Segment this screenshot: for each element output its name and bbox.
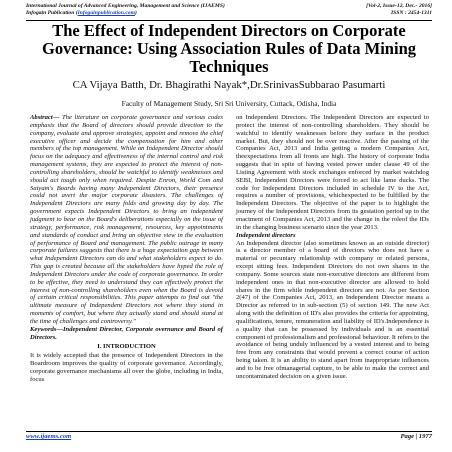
abstract-label: Abstract—: [30, 114, 60, 121]
journal-name: International Journal of Advanced Engineering, Management and Science (IJAEMS): [26, 3, 225, 9]
right-column: [236, 114, 429, 381]
publisher-close: ): [134, 10, 137, 16]
keywords: [30, 326, 223, 342]
journal-website-link[interactable]: www.ijaems.com: [26, 433, 72, 440]
paper-authors: CA Vijaya Batth, Dr. Bhagirathi Nayak*,Dr.SrinivasSubbarao Pasumarti: [72, 79, 386, 91]
page-number: Page | 1977: [400, 433, 432, 440]
abstract-text: The literature on corporate governance and various codes emphasis that the Board of directors should provide direction to the company, evaluate and approve strategies, appoint and remove the chief executive officer and decide the compensation for him and other members of the top management. While an Independent Director should focus on the adequacy and effectiveness of the internal control and risk management systems, they are expected to protect the interest of non-controlling shareholders, should be watchful to identify weaknesses and should act tough only when required. Despite Enron, World Com and Satyam's Boards having many Independent Directors, their presence could not avert the major corporate disasters. The challenges of Independent Directors are many folds and growing day by day. The government expects Independent Directors to bring an independent judgment to bear on the Board's deliberations especially on the issue of strategy, performance, risk management, resources, key appointments and standards of conduct and bring an objective view in the evaluation of performance of Board and management. The public outrage in many corporate failures suggests that there is a huge expectation gap between what Independent Directors can do and what stakeholders expect to do. This gap is created because all the stakeholders have hyped the role of Independent Directors under the code of corporate governance. In order to be effective, they need to understand they can effectively protect the interest of non-controlling shareholders even when the Board is devoid of certain critical responsibilities. This paper attempts to find out "the ultimate measure of Independent Directors not where they stand in moments of comfort, but where they actually stand and should stand at the time of challenges and controversy.": [30, 114, 223, 325]
publisher-name: Infogain Publication (: [26, 10, 78, 16]
intro-heading: I. INTRODUCTION: [97, 343, 156, 351]
issn: ISSN : 2454-1311: [390, 10, 432, 16]
publisher-info: [26, 10, 137, 17]
abstract: [30, 114, 223, 326]
footer-divider: [26, 431, 432, 432]
left-column: [30, 114, 223, 384]
paper-title: The Effect of Independent Directors on Corporate Governance: Using Association Rules of Data Mining Techniques: [41, 21, 416, 76]
independent-directors-heading: Independent directors: [236, 231, 296, 239]
page-footer: [26, 433, 432, 440]
running-header: [26, 3, 432, 17]
right-paragraph-1: on Independent Directors. The Independent Directors are expected to protect the interest of non-controlling shareholders. They should be watchful to identify weaknesses before they surface in the product market. But, they should not be over reactive. After the passing of the Companies Act, 2013 and India getting a modern Companies Act, theexpectations from all fronts are high. The history of corporate India suggests that in spite of having vested power under clause 49 of the Listing Agreement with stock exchanges enforced by market watchdog SEBI, Independent Directors were forced to act like lame ducks. The code for Independent Directors included in schedule IV to the Act, requires a number of provisions, whichexpected to be fulfilled by the Independent Directors. The objective of the paper is to highlight the journey of the Independent Directors from its gestation period up to the enactment of Companies Act, 2013 and the change in the roleof the IDs in the changing business scenario since the year 2013.: [236, 114, 429, 231]
right-paragraph-2: An Independent director (also sometimes known as an outside director) is a director member of a board of directors who does not have a material or pecuniary relationship with company or related persons, except sitting fees. Independent Directors do not own shares in the company. Some sources state non-executive directors are different from independent ones in that non-executive director are allowed to hold shares in the firm while independent directors are not. As per Section 2(47) of the Companies Act, 2013, an Independent Director means a Director as referred to in sub-section (5) of section 149. The new Act along with the definition of ID's also provides the criteria for appointing, qualifications, tenure, remuneration and liability of ID's.Independence is a quality that can be possessed by individuals and is an essential component of professionalism and professional behaviour. It refers to the avoidance of being unduly influenced by a vested interest and to being free from any constraints that would prevent a correct course of action being taken. It is an ability to stand apart from inappropriate influences and to be free ofmanagerial capture, to be able to make the correct and uncontaminated decision on a given issue.: [236, 239, 429, 380]
author-affiliation: Faculty of Management Study, Sri Sri University, Cuttack, Odisha, India: [121, 99, 337, 108]
issue-info: [Vol-2, Issue-12, Dec.- 2016]: [366, 3, 432, 9]
publisher-link[interactable]: Infogainpublication.com: [77, 10, 135, 16]
keywords-text: —Independent Director, Corporate overnance and Board of Directors.: [30, 325, 223, 341]
intro-text: It is widely accepted that the presence of Independent Directors in the Boardroom improves the quality of corporate governance. Accordingly, corporate governance mechanisms all over the globe, including in India, focus: [30, 352, 223, 383]
keywords-label: Keywords: [30, 325, 57, 333]
